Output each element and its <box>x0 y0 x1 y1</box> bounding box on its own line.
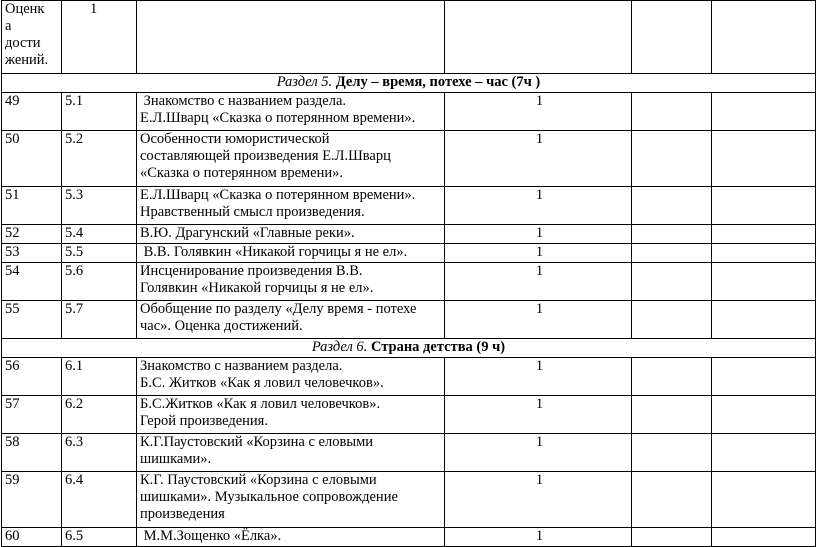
lesson-topic-line: составляющей произведения Е.Л.Шварц <box>140 148 391 164</box>
lesson-row <box>2 301 816 339</box>
lesson-topic-line: Б.С. Житков «Как я ловил человечков». <box>140 375 384 391</box>
lesson-number: 53 <box>2 244 62 263</box>
section-title <box>2 74 816 93</box>
lesson-number: 59 <box>2 472 62 528</box>
lesson-topic-line: час». Оценка достижений. <box>140 318 303 334</box>
lesson-plan-table <box>1 0 816 547</box>
lesson-hours: 1 <box>445 396 632 434</box>
lesson-number: 56 <box>2 358 62 396</box>
lesson-code: 5.7 <box>62 301 137 339</box>
lesson-topic <box>137 528 445 547</box>
lesson-topic-line: К.Г. Паустовский «Корзина с еловыми <box>140 472 377 488</box>
lesson-topic-line: Знакомство с названием раздела. <box>140 358 343 374</box>
assessment-cell <box>2 1 62 74</box>
empty-cell <box>137 1 445 74</box>
assessment-label-line: Оценк <box>5 1 45 17</box>
empty-cell <box>632 187 712 225</box>
lesson-topic <box>137 301 445 339</box>
empty-cell <box>632 244 712 263</box>
assessment-label-line: а <box>5 18 12 34</box>
lesson-topic <box>137 396 445 434</box>
empty-cell <box>712 434 816 472</box>
lesson-hours: 1 <box>445 472 632 528</box>
lesson-topic-line: шишками». Музыкальное сопровождение <box>140 489 398 505</box>
empty-cell <box>712 93 816 131</box>
lesson-code: 5.1 <box>62 93 137 131</box>
lesson-number: 55 <box>2 301 62 339</box>
section-name: Страна детства (9 ч) <box>370 339 506 355</box>
lesson-topic-line: Е.Л.Шварц «Сказка о потерянном времени». <box>140 187 416 203</box>
empty-cell <box>632 131 712 187</box>
lesson-hours: 1 <box>445 263 632 301</box>
empty-cell <box>445 1 632 74</box>
lesson-topic-line: Обобщение по разделу «Делу время - потехе <box>140 301 417 317</box>
lesson-topic <box>137 131 445 187</box>
lesson-number: 49 <box>2 93 62 131</box>
lesson-hours: 1 <box>445 131 632 187</box>
lesson-hours: 1 <box>445 225 632 244</box>
lesson-topic <box>137 472 445 528</box>
lesson-row <box>2 358 816 396</box>
lesson-number: 52 <box>2 225 62 244</box>
lesson-number: 57 <box>2 396 62 434</box>
lesson-row <box>2 225 816 244</box>
lesson-row <box>2 244 816 263</box>
lesson-topic <box>137 187 445 225</box>
lesson-code: 5.2 <box>62 131 137 187</box>
empty-cell <box>712 263 816 301</box>
lesson-topic-line: шишками». <box>140 451 212 467</box>
lesson-topic-line: Инсценирование произведения В.В. <box>140 263 363 279</box>
lesson-topic <box>137 358 445 396</box>
empty-cell <box>632 528 712 547</box>
lesson-topic-line: В.Ю. Драгунский «Главные реки». <box>140 225 355 241</box>
lesson-hours: 1 <box>445 528 632 547</box>
lesson-topic <box>137 244 445 263</box>
lesson-topic-line: Особенности юмористической <box>140 131 330 147</box>
lesson-hours: 1 <box>445 244 632 263</box>
empty-cell <box>712 1 816 74</box>
empty-cell <box>712 396 816 434</box>
empty-cell <box>712 472 816 528</box>
lesson-row <box>2 131 816 187</box>
section-title <box>2 339 816 358</box>
assessment-label-line: дости <box>5 35 41 51</box>
empty-cell <box>632 472 712 528</box>
lesson-number: 60 <box>2 528 62 547</box>
lesson-number: 58 <box>2 434 62 472</box>
section-name: Делу – время, потехе – час (7ч ) <box>335 74 541 90</box>
lesson-topic-line: Знакомство с названием раздела. <box>140 93 347 109</box>
empty-cell <box>712 301 816 339</box>
empty-cell <box>712 244 816 263</box>
lesson-row <box>2 263 816 301</box>
empty-cell <box>632 358 712 396</box>
lesson-number: 51 <box>2 187 62 225</box>
lesson-code: 5.4 <box>62 225 137 244</box>
lesson-topic-line: «Сказка о потерянном времени». <box>140 165 344 181</box>
lesson-topic-line: Герой произведения. <box>140 413 268 429</box>
empty-cell <box>632 93 712 131</box>
empty-cell <box>712 225 816 244</box>
lesson-topic-line: К.Г.Паустовский «Корзина с еловыми <box>140 434 373 450</box>
lesson-row <box>2 396 816 434</box>
section-row <box>2 339 816 358</box>
lesson-topic-line: Голявкин «Никакой горчицы я не ел». <box>140 280 374 296</box>
lesson-topic-line: Нравственный смысл произведения. <box>140 204 365 220</box>
lesson-code: 5.5 <box>62 244 137 263</box>
lesson-topic <box>137 93 445 131</box>
lesson-topic <box>137 434 445 472</box>
lesson-code: 5.3 <box>62 187 137 225</box>
lesson-topic-line: Е.Л.Шварц «Сказка о потерянном времени». <box>140 110 416 126</box>
empty-cell <box>632 1 712 74</box>
lesson-hours: 1 <box>445 434 632 472</box>
lesson-row <box>2 528 816 547</box>
lesson-code: 6.4 <box>62 472 137 528</box>
lesson-code: 6.2 <box>62 396 137 434</box>
section-number: Раздел 5. <box>276 74 333 90</box>
lesson-row <box>2 472 816 528</box>
empty-cell <box>632 263 712 301</box>
lesson-row <box>2 187 816 225</box>
lesson-code: 6.1 <box>62 358 137 396</box>
lesson-hours: 1 <box>445 187 632 225</box>
lesson-hours: 1 <box>445 358 632 396</box>
empty-cell <box>632 301 712 339</box>
lesson-topic-line: произведения <box>140 506 225 522</box>
section-row <box>2 74 816 93</box>
lesson-topic-line: Б.С.Житков «Как я ловил человечков». <box>140 396 381 412</box>
empty-cell <box>712 187 816 225</box>
lesson-hours: 1 <box>445 301 632 339</box>
assessment-label-line: жений. <box>5 52 49 68</box>
empty-cell <box>712 131 816 187</box>
lesson-number: 50 <box>2 131 62 187</box>
header-hours-cell: 1 <box>62 1 137 74</box>
lesson-topic-line: М.М.Зощенко «Ёлка». <box>140 528 282 544</box>
lesson-row <box>2 434 816 472</box>
lesson-code: 6.3 <box>62 434 137 472</box>
empty-cell <box>632 434 712 472</box>
empty-cell <box>632 396 712 434</box>
lesson-topic-line: В.В. Голявкин «Никакой горчицы я не ел». <box>140 244 408 260</box>
lesson-code: 6.5 <box>62 528 137 547</box>
empty-cell <box>712 358 816 396</box>
lesson-row <box>2 93 816 131</box>
lesson-number: 54 <box>2 263 62 301</box>
empty-cell <box>712 528 816 547</box>
header-row <box>2 1 816 74</box>
lesson-hours: 1 <box>445 93 632 131</box>
empty-cell <box>632 225 712 244</box>
section-number: Раздел 6. <box>311 339 368 355</box>
lesson-topic <box>137 263 445 301</box>
lesson-code: 5.6 <box>62 263 137 301</box>
lesson-topic <box>137 225 445 244</box>
